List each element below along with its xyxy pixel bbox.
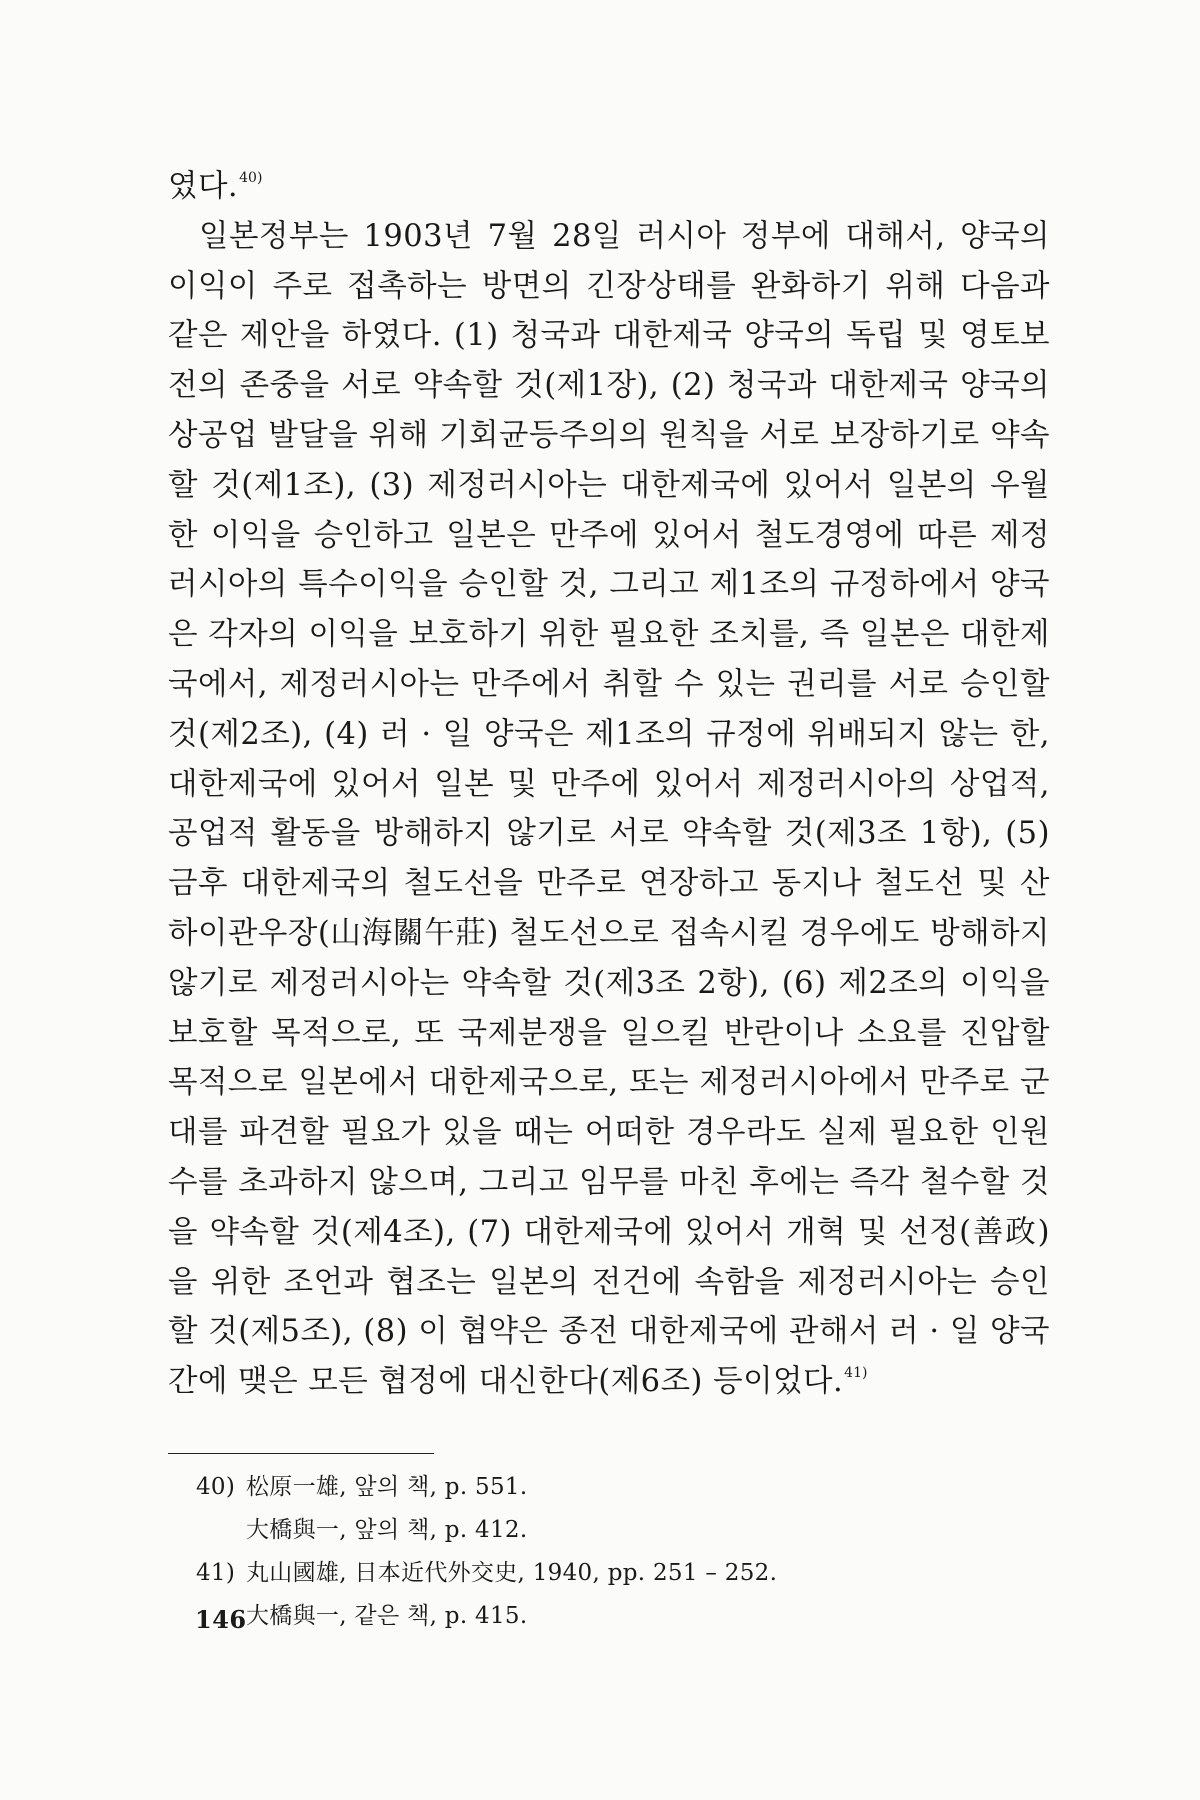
footnote-40-line-1: [196, 1466, 1016, 1509]
footnote-40-line-2: [196, 1509, 1016, 1552]
footnote-41-line-2: [196, 1595, 1016, 1638]
main-paragraph-text: 일본정부는 1903년 7월 28일 러시아 정부에 대해서, 양국의 이익이 주로 접촉하는 방면의 긴장상태를 완화하기 위해 다음과 같은 제안을 하였다. (1) 청국과 대한제국 양국의 독립 및 영토보전의 존중을 서로 약속할 것(제1장), (2) 청국과 대한제국 양국의 상공업 발달을 위해 기회균등주의의 원칙을 서로 보장하기로 약속할 것(제1조), (3) 제정러시아는 대한제국에 있어서 일본의 우월한 이익을 승인하고 일본은 만주에 있어서 철도경영에 따른 제정러시아의 특수이익을 승인할 것, 그리고 제1조의 규정하에서 양국은 각자의 이익을 보호하기 위한 필요한 조치를, 즉 일본은 대한제국에서, 제정러시아는 만주에서 취할 수 있는 권리를 서로 승인할 것(제2조), (4) 러 · 일 양국은 제1조의 규정에 위배되지 않는 한, 대한제국에 있어서 일본 및 만주에 있어서 제정러시아의 상업적, 공업적 활동을 방해하지 않기로 서로 약속할 것(제3조 1항), (5) 금후 대한제국의 철도선을 만주로 연장하고 동지나 철도선 및 산하이관우장(山海關午莊) 철도선으로 접속시킬 경우에도 방해하지 않기로 제정러시아는 약속할 것(제3조 2항), (6) 제2조의 이익을 보호할 목적으로, 또 국제분쟁을 일으킬 반란이나 소요를 진압할 목적으로 일본에서 대한제국으로, 또는 제정러시아에서 만주로 군대를 파견할 필요가 있을 때는 어떠한 경우라도 실제 필요한 인원수를 초과하지 않으며, 그리고 임무를 마친 후에는 즉각 철수할 것을 약속할 것(제4조), (7) 대한제국에 있어서 개혁 및 선정(善政)을 위한 조언과 협조는 일본의 전건에 속함을 제정러시아는 승인할 것(제5조), (8) 이 협약은 종전 대한제국에 관해서 러 · 일 양국간에 맺은 모든 협정에 대신한다(제6조) 등이었다.: [168, 218, 1050, 1400]
footnote-citation: 大橋與一, 같은 책, p. 415.: [246, 1603, 528, 1629]
footnote-divider: [168, 1453, 434, 1454]
footnote-number: 40): [196, 1474, 236, 1500]
page-number: 146: [195, 1605, 247, 1634]
footnote-ref-41: 41): [844, 1365, 868, 1382]
footnote-citation: 大橋與一, 앞의 책, p. 412.: [246, 1517, 528, 1543]
intro-paragraph: [168, 162, 1050, 212]
footnote-citation: 丸山國雄, 日本近代外交史, 1940, pp. 251 – 252.: [246, 1560, 778, 1586]
body-text: [168, 162, 1050, 1407]
footnotes: [196, 1466, 1016, 1638]
footnote-citation: 松原一雄, 앞의 책, p. 551.: [246, 1474, 528, 1500]
footnote-ref-40: 40): [239, 170, 263, 186]
footnote-41-line-1: [196, 1552, 1016, 1595]
main-paragraph: [168, 212, 1050, 1407]
intro-text: 였다.: [168, 169, 239, 204]
footnote-number: 41): [196, 1560, 236, 1586]
